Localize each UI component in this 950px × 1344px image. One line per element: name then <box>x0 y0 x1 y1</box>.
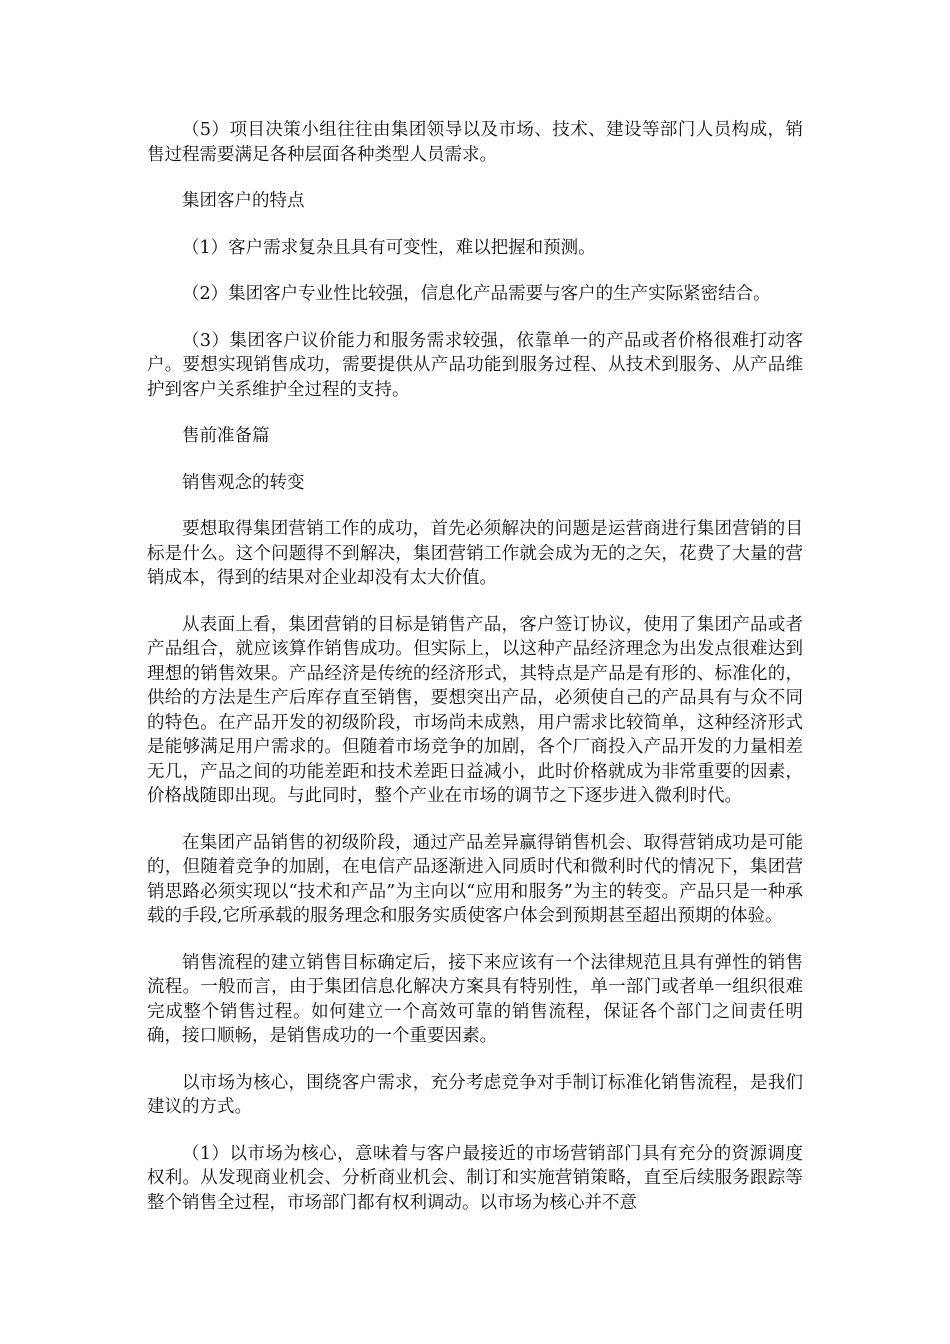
paragraph-decision-group: （5）项目决策小组往往由集团领导以及市场、技术、建设等部门人员构成，销售过程需要满足各种层面各种类型人员需求。 <box>147 120 803 165</box>
document-body <box>147 118 803 1237</box>
paragraph-sales-process: 销售流程的建立销售目标确定后，接下来应该有一个法律规范且具有弹性的销售流程。一般而言，由于集团信息化解决方案具有特别性，单一部门或者单一组织很难完成整个销售过程。如何建立一个高效可靠的销售流程，保证各个部门之间责任明确，接口顺畅，是销售成功的一个重要因素。 <box>147 952 803 1046</box>
heading-group-customer-traits: 集团客户的特点 <box>182 191 305 211</box>
paragraph-product-economy: 从表面上看，集团营销的目标是销售产品，客户签订协议，使用了集团产品或者产品组合，就应该算作销售成功。但实际上，以这种产品经济理念为出发点很难达到理想的销售效果。产品经济是传统的经济形式，其特点是产品是有形的、标准化的，供给的方法是生产后库存直至销售，要想突出产品，必须使自己的产品具有与众不同的特色。在产品开发的初级阶段，市场尚未成熟，用户需求比较简单，这种经济形式是能够满足用户需求的。但随着市场竞争的加剧，各个厂商投入产品开发的力量相差无几，产品之间的功能差距和技术差距日益减小，此时价格就成为非常重要的因素，价格战随即出现。与此同时，整个产业在市场的调节之下逐步进入微利时代。 <box>147 614 803 806</box>
paragraph-trait-1: （1）客户需求复杂且具有可变性，难以把握和预测。 <box>182 237 596 258</box>
paragraph-trait-2: （2）集团客户专业性比较强，信息化产品需要与客户的生产实际紧密结合。 <box>182 284 771 304</box>
paragraph-marketing-goal: 要想取得集团营销工作的成功，首先必须解决的问题是运营商进行集团营销的目标是什么。这个问题得不到解决，集团营销工作就会成为无的之矢，花费了大量的营销成本，得到的结果对企业却没有太大价值。 <box>147 519 803 588</box>
heading-presale-prep: 售前准备篇 <box>182 426 270 446</box>
heading-sales-concept-change: 销售观念的转变 <box>182 472 305 493</box>
paragraph-trait-3: （3）集团客户议价能力和服务需求较强，依靠单一的产品或者价格很难打动客户。要想实现销售成功，需要提供从产品功能到服务过程、从技术到服务、从产品维护到客户关系维护全过程的支持。 <box>147 330 803 400</box>
paragraph-initial-stage: 在集团产品销售的初级阶段，通过产品差异赢得销售机会、取得营销成功是可能的，但随着竞争的加剧，在电信产品逐渐进入同质时代和微利时代的情况下，集团营销思路必须实现以“技术和产品”为主向以“应用和服务”为主的转变。产品只是一种承载的手段,它所承载的服务理念和服务实质使客户体会到预期甚至超出预期的体验。 <box>147 832 803 926</box>
paragraph-market-core: 以市场为核心，围绕客户需求，充分考虑竞争对手制订标准化销售流程，是我们建议的方式。 <box>147 1072 803 1117</box>
paragraph-market-core-1: （1）以市场为核心，意味着与客户最接近的市场营销部门具有充分的资源调度权利。从发现商业机会、分析商业机会、制订和实施营销策略，直至后续服务跟踪等整个销售全过程，市场部门都有权利调动。以市场为核心并不意 <box>147 1143 803 1213</box>
